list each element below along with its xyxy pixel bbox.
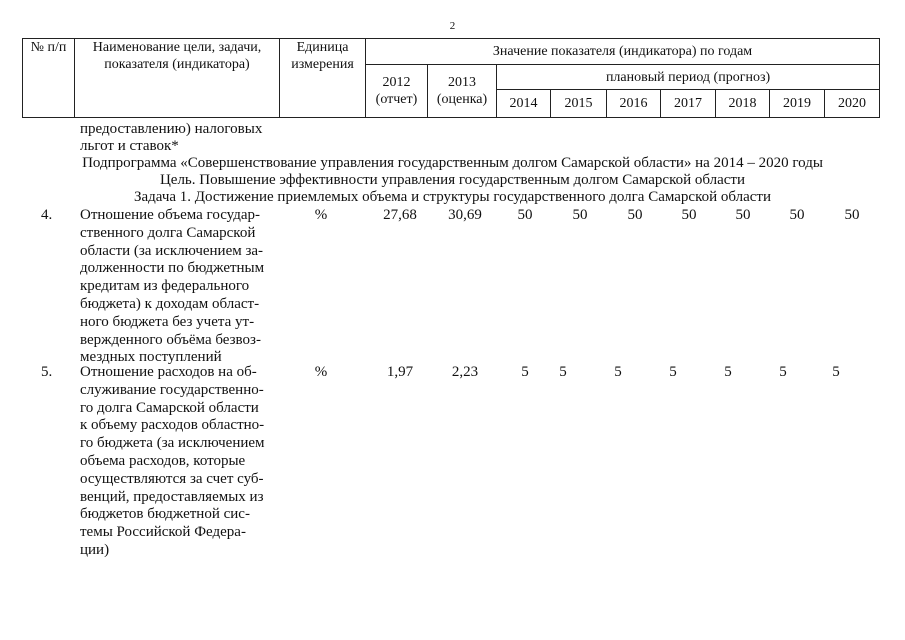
goal-heading: Цель. Повышение эффективности управления государственным долгом Самарской области (159, 172, 746, 188)
value-2016: 5 (614, 364, 622, 380)
continuation-line: предоставлению) налоговых (80, 121, 263, 137)
value-2020: 5 (832, 364, 840, 380)
indicator-name-line: ции) (80, 541, 110, 558)
indicator-name-line: Отношение объема государ- (80, 207, 261, 223)
header-year: 2017 (661, 90, 716, 118)
unit-cell: % (314, 364, 328, 380)
indicator-name (80, 207, 276, 367)
value-2015: 5 (559, 364, 567, 380)
header-year: 2014 (497, 90, 551, 118)
header-values: Значение показателя (индикатора) по годам (366, 39, 880, 65)
value-2012: 1,97 (386, 364, 414, 380)
row-number: 4. (41, 207, 53, 223)
indicator-name-line: бюджета) к доходам област- (80, 295, 260, 312)
indicator-name-line: бюджетов бюджетной сис- (80, 506, 250, 523)
header-num: № п/п (23, 39, 75, 118)
indicator-name-line: темы Российской Федера- (80, 524, 246, 541)
indicator-name-line: мездных поступлений (80, 349, 222, 366)
unit-cell: % (314, 207, 328, 223)
header-year-2013: 2013 (оценка) (428, 65, 497, 118)
header-year: 2015 (551, 90, 607, 118)
value-2015: 50 (572, 207, 588, 223)
header-unit: Единица измерения (280, 39, 366, 118)
header-year: 2020 (825, 90, 880, 118)
value-2019: 5 (779, 364, 787, 380)
task-heading: Задача 1. Достижение приемлемых объема и структуры государственного долга Самарской области (133, 189, 772, 205)
value-2018: 5 (724, 364, 732, 380)
indicator-name (80, 364, 276, 560)
continuation-line: льгот и ставок* (80, 138, 179, 154)
indicator-name-line: венций, предоставляемых из (80, 488, 264, 505)
indicator-name-line: области (за исключением за- (80, 242, 264, 259)
header-name: Наименование цели, задачи, показателя (индикатора) (75, 39, 280, 118)
indicator-name-line: объема расходов, которые (80, 452, 246, 469)
indicator-name-line: вержденного объёма безвоз- (80, 331, 261, 348)
indicator-name-line: ного бюджета без учета ут- (80, 313, 255, 330)
subprogram-heading: Подпрограмма «Совершенствование управления государственным долгом Самарской области» на 2014 – 2020 годы (82, 155, 823, 171)
indicator-name-line: долженности по бюджетным (80, 260, 265, 277)
indicator-name-line: служивание государственно- (80, 381, 264, 398)
value-2013: 2,23 (451, 364, 479, 380)
value-2017: 50 (681, 207, 697, 223)
indicator-name-line: го бюджета (за исключением (80, 435, 265, 452)
indicator-name-line: кредитам из федерального (80, 278, 250, 295)
indicator-name-line: осуществляются за счет суб- (80, 470, 264, 487)
value-2014: 50 (517, 207, 533, 223)
value-2016: 50 (627, 207, 643, 223)
indicator-name-line: Отношение расходов на об- (80, 364, 257, 380)
indicator-name-line: к объему расходов областно- (80, 417, 265, 434)
value-2014: 5 (521, 364, 529, 380)
row-number: 5. (41, 364, 53, 380)
header-year: 2019 (770, 90, 825, 118)
header-year: 2016 (607, 90, 661, 118)
header-year-2012: 2012 (отчет) (366, 65, 428, 118)
indicator-name-line: ственного долга Самарской (80, 224, 256, 241)
page-number: 2 (449, 20, 456, 32)
value-2020: 50 (844, 207, 860, 223)
value-2013: 30,69 (448, 207, 482, 223)
value-2017: 5 (669, 364, 677, 380)
header-year: 2018 (716, 90, 770, 118)
table-header (22, 38, 880, 118)
indicator-name-line: го долга Самарской области (80, 399, 259, 416)
value-2018: 50 (735, 207, 751, 223)
value-2012: 27,68 (383, 207, 417, 223)
header-plan-period: плановый период (прогноз) (497, 65, 880, 90)
value-2019: 50 (789, 207, 805, 223)
